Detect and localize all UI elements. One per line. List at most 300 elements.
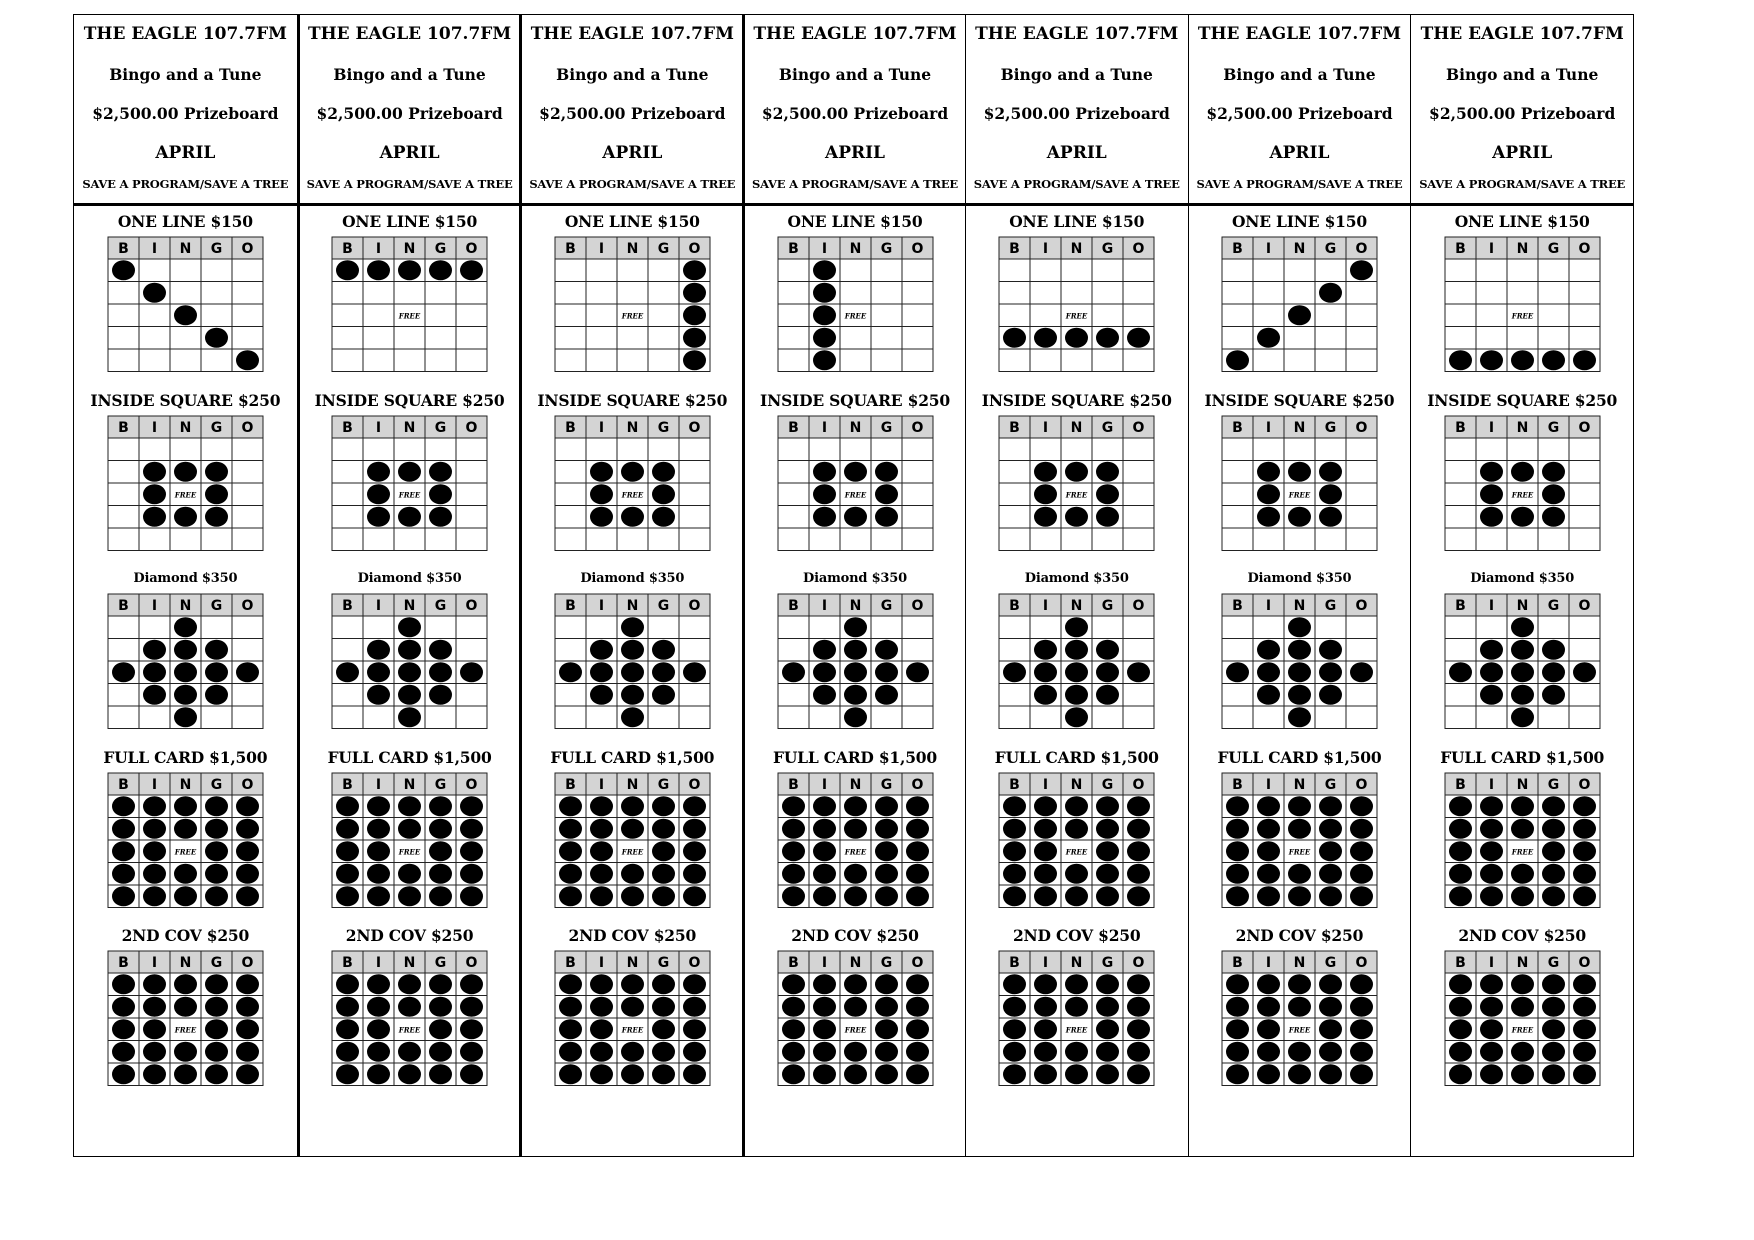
game-title: 2ND COV $250	[791, 926, 919, 945]
daub-marker	[1350, 1064, 1373, 1084]
daub-marker	[205, 640, 228, 660]
bingo-card	[331, 415, 488, 552]
daub-marker	[429, 506, 452, 526]
daub-marker	[460, 863, 483, 883]
station-name: THE EAGLE 107.7FM	[307, 24, 512, 44]
card-cell	[332, 706, 363, 729]
card-wrapper	[777, 593, 934, 730]
daub-marker	[590, 841, 613, 861]
card-letter-n: N	[1516, 776, 1529, 793]
daub-marker	[1034, 974, 1057, 994]
card-cell	[1222, 505, 1253, 528]
daub-marker	[1480, 350, 1503, 370]
game-title: INSIDE SQUARE $250	[537, 390, 728, 410]
daub-marker	[875, 1042, 898, 1062]
daub-marker	[398, 1042, 421, 1062]
daub-marker	[398, 617, 421, 637]
daub-marker	[1034, 997, 1057, 1017]
card-cell	[1092, 438, 1123, 461]
card-letter-n: N	[1293, 241, 1306, 257]
daub-marker	[1542, 662, 1565, 682]
card-letter-n: N	[1516, 955, 1529, 971]
card-cell	[201, 304, 232, 327]
card-wrapper	[554, 772, 711, 909]
bingo-card	[777, 415, 934, 552]
bingo-card	[331, 772, 488, 909]
card-letter-i: I	[1043, 241, 1049, 257]
daub-marker	[1127, 662, 1150, 682]
card-cell	[170, 282, 201, 305]
program-column-4	[742, 15, 965, 1156]
card-cell	[1123, 349, 1154, 372]
bingo-card	[554, 415, 711, 552]
card-cell	[332, 438, 363, 461]
daub-marker	[143, 461, 166, 481]
daub-marker	[429, 685, 452, 705]
daub-marker	[683, 974, 706, 994]
save-tree-note: SAVE A PROGRAM/SAVE A TREE	[529, 177, 736, 191]
card-letter-i: I	[598, 776, 604, 793]
daub-marker	[205, 997, 228, 1017]
card-letter-n: N	[1293, 419, 1306, 436]
daub-marker	[398, 997, 421, 1017]
card-letter-g: G	[1324, 419, 1337, 436]
card-cell	[1569, 282, 1600, 305]
card-letter-b: B	[787, 241, 799, 257]
daub-marker	[1065, 328, 1088, 348]
bingo-card	[1221, 415, 1378, 552]
daub-marker	[429, 461, 452, 481]
daub-marker	[683, 662, 706, 682]
card-cell	[1507, 282, 1538, 305]
daub-marker	[813, 886, 836, 906]
daub-marker	[1003, 818, 1026, 838]
daub-marker	[367, 974, 390, 994]
card-wrapper	[107, 236, 264, 373]
daub-marker	[1511, 818, 1534, 838]
card-cell	[1222, 684, 1253, 707]
daub-marker	[1573, 841, 1596, 861]
bingo-program-sheet	[73, 14, 1634, 1157]
bingo-card	[1444, 236, 1601, 373]
daub-marker	[1096, 974, 1119, 994]
daub-marker	[1288, 796, 1311, 816]
prizeboard-amount: $2,500.00 Prizeboard	[92, 104, 279, 123]
card-letter-o: O	[688, 955, 701, 971]
daub-marker	[683, 886, 706, 906]
program-month: APRIL	[825, 143, 886, 163]
daub-marker	[236, 1019, 259, 1039]
card-cell	[456, 460, 487, 483]
card-letter-g: G	[1547, 598, 1559, 614]
card-cell	[332, 282, 363, 305]
program-column-3	[519, 15, 742, 1156]
daub-marker	[1480, 863, 1503, 883]
daub-marker	[1480, 685, 1503, 705]
daub-marker	[1350, 841, 1373, 861]
daub-marker	[875, 461, 898, 481]
card-cell	[1123, 259, 1154, 282]
card-cell	[999, 460, 1030, 483]
card-letter-b: B	[1009, 419, 1021, 436]
daub-marker	[1257, 818, 1280, 838]
card-cell	[1222, 259, 1253, 282]
card-cell	[1569, 460, 1600, 483]
card-cell	[1253, 349, 1284, 372]
game-list	[315, 206, 505, 1087]
card-cell	[332, 639, 363, 662]
card-cell	[201, 528, 232, 551]
daub-marker	[429, 1064, 452, 1084]
card-letter-i: I	[375, 241, 382, 257]
game-list	[1204, 206, 1394, 1087]
bingo-card	[554, 236, 711, 373]
daub-marker	[1480, 662, 1503, 682]
daub-marker	[683, 796, 706, 816]
card-letter-g: G	[434, 776, 447, 793]
game-name: Bingo and a Tune	[1223, 65, 1376, 84]
card-letter-b: B	[1454, 955, 1466, 971]
card-cell	[1030, 438, 1061, 461]
card-cell	[1222, 706, 1253, 729]
daub-marker	[429, 662, 452, 682]
card-cell	[1284, 528, 1315, 551]
card-cell	[555, 706, 586, 729]
daub-marker	[813, 1064, 836, 1084]
card-cell	[1346, 684, 1377, 707]
game-name: Bingo and a Tune	[333, 65, 486, 84]
game-block	[537, 206, 727, 373]
daub-marker	[813, 640, 836, 660]
card-letter-i: I	[375, 776, 382, 793]
free-space-label: FREE	[1065, 1025, 1088, 1035]
program-month: APRIL	[1046, 143, 1107, 163]
game-list	[760, 206, 950, 1087]
card-cell	[1061, 282, 1092, 305]
card-letter-b: B	[342, 955, 353, 971]
daub-marker	[1542, 350, 1565, 370]
card-letter-o: O	[1132, 776, 1145, 793]
daub-marker	[813, 863, 836, 883]
card-letter-g: G	[1547, 419, 1559, 436]
program-header	[745, 15, 965, 206]
card-cell	[1123, 304, 1154, 327]
card-letter-n: N	[626, 241, 639, 257]
daub-marker	[1034, 1064, 1057, 1084]
card-cell	[363, 706, 394, 729]
card-cell	[139, 616, 170, 639]
card-cell	[139, 349, 170, 372]
daub-marker	[782, 974, 805, 994]
daub-marker	[844, 796, 867, 816]
daub-marker	[621, 1064, 644, 1084]
daub-marker	[1096, 863, 1119, 883]
card-letter-i: I	[1488, 419, 1494, 436]
daub-marker	[813, 305, 836, 325]
daub-marker	[236, 841, 259, 861]
daub-marker	[813, 484, 836, 504]
card-wrapper	[1444, 950, 1601, 1087]
card-cell	[999, 706, 1030, 729]
program-column-6	[1188, 15, 1411, 1156]
daub-marker	[621, 886, 644, 906]
daub-marker	[1480, 1042, 1503, 1062]
daub-marker	[1096, 1042, 1119, 1062]
daub-marker	[683, 328, 706, 348]
daub-marker	[429, 1042, 452, 1062]
card-cell	[778, 639, 809, 662]
daub-marker	[1226, 662, 1249, 682]
daub-marker	[1573, 1042, 1596, 1062]
card-cell	[871, 259, 902, 282]
daub-marker	[906, 886, 929, 906]
program-month: APRIL	[1492, 143, 1553, 163]
daub-marker	[112, 863, 135, 883]
card-cell	[1445, 528, 1476, 551]
daub-marker	[143, 863, 166, 883]
card-letter-o: O	[911, 955, 923, 971]
daub-marker	[205, 685, 228, 705]
daub-marker	[429, 484, 452, 504]
card-cell	[999, 282, 1030, 305]
daub-marker	[1350, 260, 1373, 280]
card-cell	[1092, 282, 1123, 305]
card-cell	[555, 639, 586, 662]
daub-marker	[460, 886, 483, 906]
card-cell	[363, 327, 394, 350]
card-letter-o: O	[465, 598, 478, 614]
card-cell	[1445, 460, 1476, 483]
daub-marker	[1257, 328, 1280, 348]
daub-marker	[1034, 818, 1057, 838]
game-name: Bingo and a Tune	[109, 65, 262, 84]
daub-marker	[844, 1064, 867, 1084]
card-cell	[902, 505, 933, 528]
daub-marker	[1127, 863, 1150, 883]
bingo-card	[998, 593, 1155, 730]
daub-marker	[683, 841, 706, 861]
daub-marker	[1288, 305, 1311, 325]
card-cell	[1222, 483, 1253, 506]
card-cell	[871, 706, 902, 729]
daub-marker	[1319, 863, 1342, 883]
card-cell	[555, 528, 586, 551]
daub-marker	[1034, 685, 1057, 705]
daub-marker	[1226, 1042, 1249, 1062]
daub-marker	[1480, 506, 1503, 526]
daub-marker	[460, 662, 483, 682]
card-letter-g: G	[210, 598, 223, 614]
card-letter-g: G	[210, 955, 223, 971]
daub-marker	[1257, 1042, 1280, 1062]
daub-marker	[460, 1064, 483, 1084]
card-cell	[1061, 259, 1092, 282]
card-cell	[778, 706, 809, 729]
game-block	[760, 742, 950, 909]
card-cell	[1222, 460, 1253, 483]
card-cell	[1569, 639, 1600, 662]
game-list	[90, 206, 280, 1087]
daub-marker	[875, 796, 898, 816]
card-cell	[363, 349, 394, 372]
game-block	[315, 385, 505, 552]
daub-marker	[844, 886, 867, 906]
daub-marker	[174, 796, 197, 816]
card-cell	[679, 483, 710, 506]
card-letter-g: G	[210, 419, 223, 436]
daub-marker	[1573, 662, 1596, 682]
card-cell	[456, 505, 487, 528]
card-letter-o: O	[1132, 598, 1145, 614]
daub-marker	[1127, 997, 1150, 1017]
daub-marker	[813, 1019, 836, 1039]
card-cell	[555, 684, 586, 707]
card-letter-n: N	[403, 419, 416, 436]
card-wrapper	[331, 593, 488, 730]
daub-marker	[112, 997, 135, 1017]
card-cell	[108, 460, 139, 483]
card-cell	[232, 438, 263, 461]
daub-marker	[782, 1064, 805, 1084]
daub-marker	[813, 796, 836, 816]
daub-marker	[1226, 886, 1249, 906]
daub-marker	[1573, 350, 1596, 370]
daub-marker	[1511, 350, 1534, 370]
daub-marker	[844, 863, 867, 883]
daub-marker	[782, 863, 805, 883]
card-letter-o: O	[241, 955, 254, 971]
card-cell	[778, 684, 809, 707]
card-cell	[902, 706, 933, 729]
card-letter-n: N	[179, 598, 192, 614]
card-cell	[108, 349, 139, 372]
card-cell	[1061, 438, 1092, 461]
daub-marker	[367, 484, 390, 504]
game-block	[1204, 385, 1394, 552]
daub-marker	[112, 818, 135, 838]
card-letter-i: I	[1488, 598, 1494, 614]
daub-marker	[1480, 841, 1503, 861]
daub-marker	[143, 818, 166, 838]
daub-marker	[844, 818, 867, 838]
station-name: THE EAGLE 107.7FM	[530, 24, 734, 44]
bingo-card	[777, 236, 934, 373]
daub-marker	[683, 818, 706, 838]
card-letter-o: O	[1355, 241, 1368, 257]
daub-marker	[398, 260, 421, 280]
daub-marker	[906, 841, 929, 861]
free-space-label: FREE	[1288, 846, 1311, 856]
daub-marker	[1288, 886, 1311, 906]
card-cell	[394, 282, 425, 305]
game-block	[315, 206, 505, 373]
card-cell	[1092, 528, 1123, 551]
program-header	[1411, 15, 1633, 206]
daub-marker	[1319, 974, 1342, 994]
daub-marker	[1065, 662, 1088, 682]
daub-marker	[1542, 796, 1565, 816]
daub-marker	[1096, 886, 1119, 906]
daub-marker	[1257, 997, 1280, 1017]
daub-marker	[1003, 863, 1026, 883]
daub-marker	[590, 1019, 613, 1039]
game-title: 2ND COV $250	[1458, 926, 1586, 945]
bingo-card	[1221, 236, 1378, 373]
card-cell	[902, 349, 933, 372]
daub-marker	[205, 974, 228, 994]
card-cell	[1507, 259, 1538, 282]
card-wrapper	[1221, 415, 1378, 552]
daub-marker	[1319, 841, 1342, 861]
card-letter-n: N	[1516, 241, 1529, 257]
card-letter-b: B	[1454, 241, 1466, 257]
card-cell	[1346, 282, 1377, 305]
daub-marker	[1034, 461, 1057, 481]
daub-marker	[1065, 685, 1088, 705]
card-cell	[778, 349, 809, 372]
card-cell	[201, 438, 232, 461]
card-letter-g: G	[434, 419, 447, 436]
card-cell	[679, 684, 710, 707]
daub-marker	[652, 484, 675, 504]
card-letter-i: I	[151, 776, 157, 793]
card-letter-n: N	[849, 598, 861, 614]
game-name: Bingo and a Tune	[1000, 65, 1153, 84]
card-cell	[1476, 528, 1507, 551]
card-cell	[1569, 528, 1600, 551]
game-block	[982, 920, 1172, 1087]
daub-marker	[1449, 1064, 1472, 1084]
card-letter-o: O	[1132, 955, 1145, 971]
game-title: INSIDE SQUARE $250	[314, 390, 505, 410]
card-cell	[1476, 706, 1507, 729]
card-letter-g: G	[657, 241, 670, 257]
daub-marker	[875, 997, 898, 1017]
card-cell	[648, 259, 679, 282]
game-block	[1427, 206, 1617, 373]
card-wrapper	[331, 772, 488, 909]
free-space-label: FREE	[844, 846, 866, 856]
card-letter-o: O	[1578, 598, 1591, 614]
card-cell	[232, 259, 263, 282]
daub-marker	[652, 997, 675, 1017]
daub-marker	[1003, 997, 1026, 1017]
daub-marker	[1449, 1019, 1472, 1039]
card-letter-o: O	[1355, 598, 1368, 614]
daub-marker	[1542, 506, 1565, 526]
program-header	[966, 15, 1188, 206]
daub-marker	[1511, 461, 1534, 481]
daub-marker	[1257, 640, 1280, 660]
card-cell	[778, 505, 809, 528]
card-cell	[1030, 304, 1061, 327]
card-cell	[555, 349, 586, 372]
daub-marker	[1511, 997, 1534, 1017]
daub-marker	[1542, 461, 1565, 481]
card-cell	[840, 438, 871, 461]
daub-marker	[782, 841, 805, 861]
card-cell	[425, 282, 456, 305]
daub-marker	[875, 662, 898, 682]
prizeboard-amount: $2,500.00 Prizeboard	[1206, 104, 1393, 123]
daub-marker	[1542, 886, 1565, 906]
card-cell	[902, 327, 933, 350]
daub-marker	[336, 818, 359, 838]
card-cell	[1476, 282, 1507, 305]
daub-marker	[1034, 1019, 1057, 1039]
daub-marker	[429, 997, 452, 1017]
free-space-label: FREE	[1288, 489, 1311, 499]
